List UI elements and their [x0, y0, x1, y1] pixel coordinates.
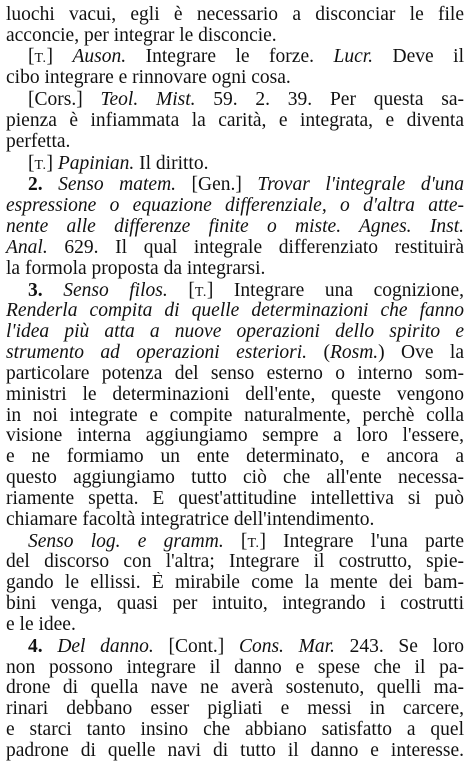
text-segment: non possono integrare il danno e spese che il pa- — [6, 657, 464, 678]
text-segment: Senso matem. — [58, 174, 177, 195]
text-segment: pienza è infiammata la carità, e integrata, e diventa — [6, 110, 464, 131]
text-segment: 3. — [28, 280, 64, 301]
text-segment: [ — [167, 280, 195, 301]
text-segment: Anal. — [6, 237, 48, 258]
text-segment: particolare potenza del senso esterno o interno som- — [6, 363, 464, 384]
text-line — [0, 4, 470, 26]
text-line — [0, 258, 470, 280]
text-segment: rinari debbano esser pigliati e messi in carcere, — [6, 698, 464, 719]
text-segment: T. — [34, 158, 47, 173]
text-line — [0, 677, 470, 699]
text-segment: ministri le determinazioni dell'ente, queste vengono — [6, 384, 464, 405]
text-segment: [Gen.] — [176, 174, 258, 195]
text-line — [0, 174, 470, 196]
text-segment: Papinian. — [57, 153, 135, 174]
text-line — [0, 719, 470, 741]
text-segment: Del danno. — [57, 636, 154, 657]
text-line — [0, 300, 470, 322]
text-segment: nente alle differenze finite o miste. Agnes. Inst. — [6, 216, 464, 237]
text-segment: 4. — [28, 636, 58, 657]
text-segment: cibo integrare e rinnovare ogni cosa. — [6, 67, 291, 88]
text-segment: T. — [34, 51, 47, 66]
text-line — [0, 657, 470, 679]
text-segment: 59. 2. 39. Per questa sa- — [195, 89, 465, 110]
text-segment: Teol. Mist. — [100, 89, 196, 110]
text-segment: ) Ove la — [378, 342, 464, 363]
text-line — [0, 551, 470, 573]
text-segment: perfetta. — [6, 131, 71, 152]
text-line — [0, 572, 470, 594]
text-segment: ] — [46, 153, 58, 174]
text-segment: padrone di quelle navi di tutto il danno e interesse. — [6, 740, 464, 761]
text-segment: del discorso con l'altra; Integrare il costrutto, spie- — [6, 551, 464, 572]
text-line — [0, 593, 470, 615]
text-segment: ] — [46, 46, 73, 67]
text-segment: visione interna aggiungiamo sempre a loro l'essere, — [6, 425, 464, 446]
text-segment: Integrare le forze. — [126, 46, 334, 67]
text-segment: questo aggiungiamo tutto ciò che all'ente necessa- — [6, 467, 464, 488]
text-line — [0, 67, 470, 89]
text-line — [0, 614, 470, 636]
text-segment: e le idee. — [6, 614, 76, 635]
text-segment: T. — [247, 536, 260, 551]
text-segment: Il diritto. — [134, 153, 209, 174]
text-segment: Auson. — [72, 46, 127, 67]
text-segment: Lucr. — [333, 46, 374, 67]
text-line — [0, 509, 470, 531]
text-line — [0, 237, 470, 259]
text-segment: [ — [28, 153, 35, 174]
text-line — [0, 342, 470, 364]
text-line — [0, 131, 470, 153]
text-segment: chiamare facoltà integratrice dell'intendimento. — [6, 509, 375, 530]
text-line — [0, 740, 470, 762]
text-line — [0, 216, 470, 238]
text-segment: espressione o equazione differenziale, o d'altra atte- — [6, 195, 464, 216]
text-segment: 629. Il qual integrale differenziato restituirà — [47, 237, 464, 258]
text-segment: riamente spetta. E quest'attitudine intellettiva si può — [6, 488, 464, 509]
text-segment: 2. — [28, 174, 59, 195]
text-segment: 243. Se loro — [334, 636, 464, 657]
text-line — [0, 467, 470, 489]
text-line — [0, 425, 470, 447]
text-segment: Rosm. — [329, 342, 379, 363]
text-line — [0, 321, 470, 343]
text-line — [0, 636, 470, 658]
text-line — [0, 384, 470, 406]
text-line — [0, 363, 470, 385]
text-segment: acconcie, per integrar le disconcie. — [6, 25, 277, 46]
text-segment: ] Integrare una cognizione, — [206, 280, 465, 301]
text-segment: [Cont.] — [153, 636, 239, 657]
text-segment: drone di quella nave ne averà sostenuto, quelli ma- — [6, 677, 464, 698]
text-segment: ( — [307, 342, 330, 363]
text-segment: [ — [223, 531, 248, 552]
text-line — [0, 488, 470, 510]
text-segment: T. — [194, 285, 207, 300]
text-line — [0, 89, 470, 111]
text-segment: la formola proposta da integrarsi. — [6, 258, 266, 279]
text-segment: Senso log. e gramm. — [28, 531, 224, 552]
text-segment: in noi integrate e compite naturalmente, perchè colla — [6, 405, 464, 426]
text-line — [0, 25, 470, 47]
text-segment: ] Integrare l'una parte — [259, 531, 465, 552]
text-line — [0, 698, 470, 720]
text-segment: e ne formiamo un ente determinato, e ancora a — [6, 446, 464, 467]
text-segment: l'idea più atta a nuove operazioni dello spirito e — [6, 321, 464, 342]
text-segment: e starci tanto insino che abbiano satisfatto a quel — [6, 719, 464, 740]
text-segment: Cons. Mar. — [238, 636, 335, 657]
text-segment: gando le ellissi. È mirabile come la mente dei bam- — [6, 572, 464, 593]
text-segment: Trovar l'integrale d'una — [257, 174, 464, 195]
text-line — [0, 405, 470, 427]
text-line — [0, 110, 470, 132]
text-segment: Deve il — [373, 46, 465, 67]
text-segment: strumento ad operazioni esteriori. — [6, 342, 308, 363]
text-segment: bini venga, quasi per intuito, integrando i costrutti — [6, 593, 464, 614]
text-line — [0, 195, 470, 217]
text-segment: luochi vacui, egli è necessario a disconciar le file — [6, 4, 464, 25]
text-line — [0, 446, 470, 468]
text-segment: Senso filos. — [63, 280, 168, 301]
text-segment: Renderla compita di quelle determinazioni che fanno — [6, 300, 464, 321]
text-segment: [ — [28, 46, 35, 67]
text-segment: [Cors.] — [28, 89, 101, 110]
